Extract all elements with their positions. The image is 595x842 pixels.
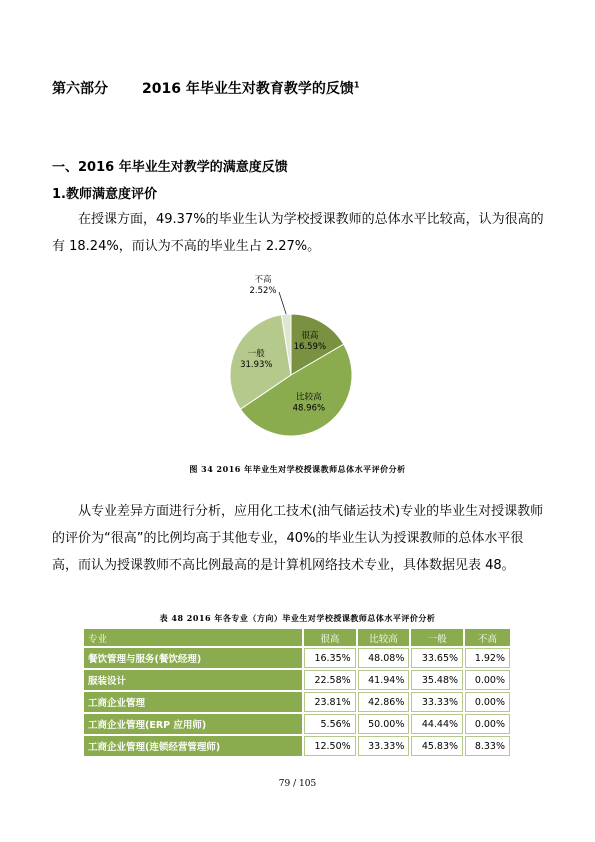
cell-high: 50.00% [358, 714, 410, 734]
cell-not-high: 0.00% [465, 692, 510, 712]
pie-label-value: 2.52% [249, 286, 277, 296]
pie-label-value: 48.96% [292, 403, 326, 414]
cell-very-high: 16.35% [304, 648, 356, 668]
pie-label-name: 很高 [301, 331, 319, 342]
cell-not-high: 1.92% [465, 648, 510, 668]
paragraph-2: 从专业差异方面进行分析，应用化工技术(油气储运技术)专业的毕业生对授课教师的评价为“很高”的比例均高于其他专业，40%的毕业生认为授课教师的总体水平很高，而认为授课教师不高比例最高的是计算机网络技术专业，具体数据见表 48。 [52, 504, 544, 573]
header-very-high: 很高 [304, 629, 356, 646]
footnote-marker: 1 [353, 80, 360, 90]
cell-high: 48.08% [358, 648, 410, 668]
header-high: 比较高 [358, 629, 410, 646]
pie-label-value: 16.59% [293, 342, 327, 353]
cell-not-high: 0.00% [465, 714, 510, 734]
row-major: 服装设计 [84, 670, 302, 690]
cell-not-high: 8.33% [465, 736, 510, 756]
pie-label-value: 31.93% [240, 359, 273, 370]
row-major: 工商企业管理(连锁经营管理师) [84, 736, 302, 756]
cell-very-high: 22.58% [304, 670, 356, 690]
pie-label-name: 一般 [247, 348, 265, 359]
pie-slices [230, 314, 352, 436]
pie-label-name: 不高 [254, 275, 272, 285]
row-major: 餐饮管理与服务(餐饮经理) [84, 648, 302, 668]
table-row [84, 648, 510, 668]
pie-chart [195, 270, 395, 460]
table-header-row [84, 629, 510, 646]
cell-very-high: 5.56% [304, 714, 356, 734]
row-major: 工商企业管理 [84, 692, 302, 712]
part-number: 第六部分 [52, 81, 108, 97]
data-table [82, 627, 512, 758]
section-heading: 一、2016 年毕业生对教学的满意度反馈 [52, 160, 288, 175]
cell-high: 33.33% [358, 736, 410, 756]
header-average: 一般 [411, 629, 463, 646]
cell-average: 45.83% [411, 736, 463, 756]
cell-not-high: 0.00% [465, 670, 510, 690]
subsection-heading: 1.教师满意度评价 [52, 187, 157, 202]
cell-average: 33.33% [411, 692, 463, 712]
figure-caption: 图 34 2016 年毕业生对学校授课教师总体水平评价分析 [189, 464, 406, 474]
header-major: 专业 [84, 629, 302, 646]
part-title [52, 78, 359, 98]
row-major: 工商企业管理(ERP 应用师) [84, 714, 302, 734]
cell-average: 35.48% [411, 670, 463, 690]
cell-very-high: 23.81% [304, 692, 356, 712]
table-row [84, 692, 510, 712]
table-row [84, 714, 510, 734]
table-row [84, 736, 510, 756]
cell-very-high: 12.50% [304, 736, 356, 756]
cell-average: 44.44% [411, 714, 463, 734]
header-not-high: 不高 [465, 629, 510, 646]
cell-high: 41.94% [358, 670, 410, 690]
part-title-text: 2016 年毕业生对教育教学的反馈 [142, 81, 354, 97]
pie-label-name: 比较高 [296, 392, 322, 403]
cell-average: 33.65% [411, 648, 463, 668]
paragraph-1: 在授课方面，49.37%的毕业生认为学校授课教师的总体水平比较高，认为很高的有 18.24%，而认为不高的毕业生占 2.27%。 [52, 212, 544, 254]
table-caption: 表 48 2016 年各专业（方向）毕业生对学校授课教师总体水平评价分析 [159, 613, 436, 623]
cell-high: 42.86% [358, 692, 410, 712]
page-number: 79 / 105 [278, 779, 317, 789]
table-row [84, 670, 510, 690]
leader-line [279, 292, 286, 314]
